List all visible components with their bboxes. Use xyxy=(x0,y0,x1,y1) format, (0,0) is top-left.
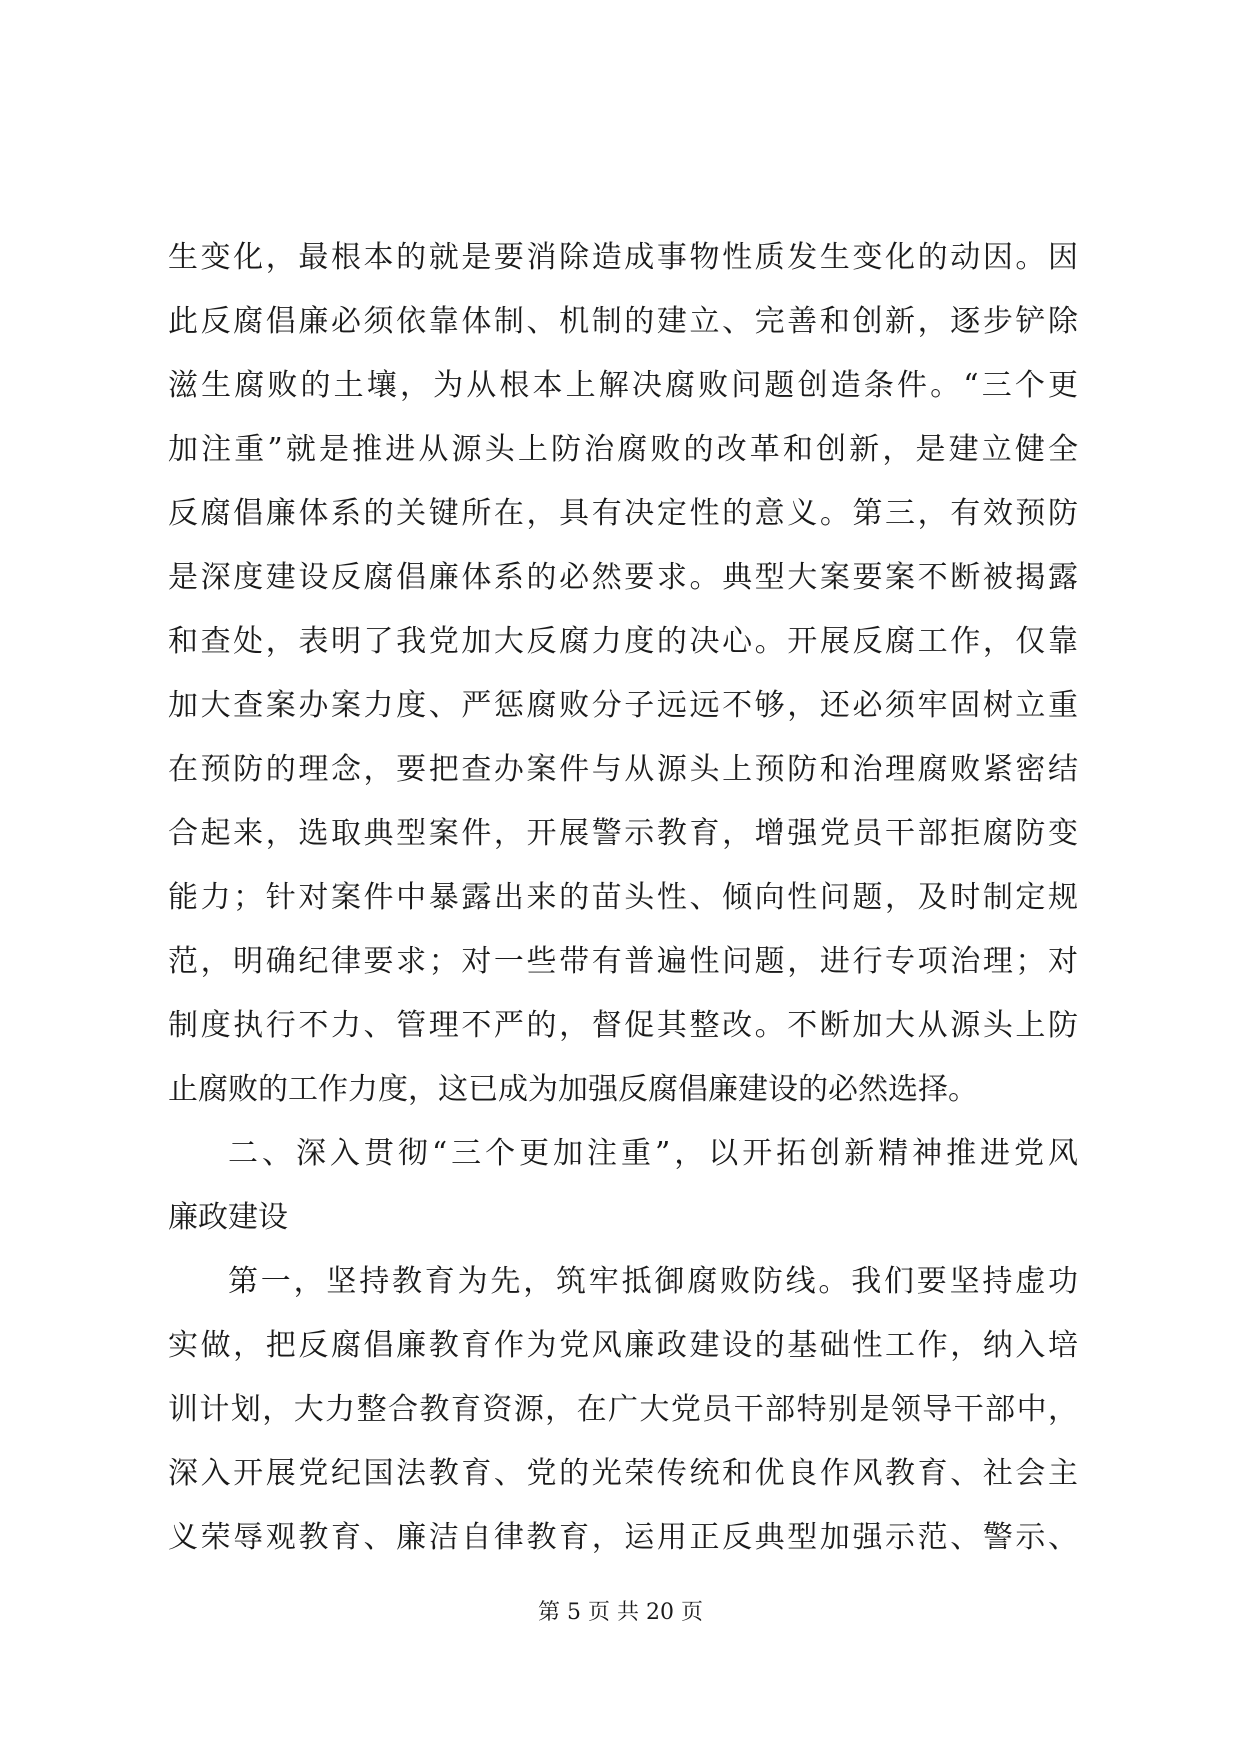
text-line: 制度执行不力、管理不严的，督促其整改。不断加大从源头上防 xyxy=(168,1008,1078,1043)
page-footer: 第 5 页 共 20 页 xyxy=(538,1600,703,1625)
text-line: 止腐败的工作力度，这已成为加强反腐倡廉建设的必然选择。 xyxy=(168,1072,978,1107)
text-line: 和查处，表明了我党加大反腐力度的决心。开展反腐工作，仅靠 xyxy=(168,624,1078,659)
text-line: 滋生腐败的土壤，为从根本上解决腐败问题创造条件。“三个更 xyxy=(168,368,1078,403)
text-line: 加大查案办案力度、严惩腐败分子远远不够，还必须牢固树立重 xyxy=(168,688,1078,723)
text-line: 在预防的理念，要把查办案件与从源头上预防和治理腐败紧密结 xyxy=(168,752,1078,787)
section-heading-line: 二、深入贯彻“三个更加注重”，以开拓创新精神推进党风 xyxy=(228,1136,1078,1171)
text-line: 范，明确纪律要求；对一些带有普遍性问题，进行专项治理；对 xyxy=(168,944,1078,979)
text-line: 实做，把反腐倡廉教育作为党风廉政建设的基础性工作，纳入培 xyxy=(168,1328,1078,1363)
text-line: 训计划，大力整合教育资源，在广大党员干部特别是领导干部中， xyxy=(168,1392,1078,1427)
text-line: 第一，坚持教育为先，筑牢抵御腐败防线。我们要坚持虚功 xyxy=(228,1264,1078,1299)
text-line: 能力；针对案件中暴露出来的苗头性、倾向性问题，及时制定规 xyxy=(168,880,1078,915)
text-line: 义荣辱观教育、廉洁自律教育，运用正反典型加强示范、警示、 xyxy=(168,1520,1078,1555)
section-heading-line: 廉政建设 xyxy=(168,1200,288,1235)
text-line: 是深度建设反腐倡廉体系的必然要求。典型大案要案不断被揭露 xyxy=(168,560,1078,595)
text-line: 深入开展党纪国法教育、党的光荣传统和优良作风教育、社会主 xyxy=(168,1456,1078,1491)
text-line: 加注重”就是推进从源头上防治腐败的改革和创新，是建立健全 xyxy=(168,432,1078,467)
text-line: 合起来，选取典型案件，开展警示教育，增强党员干部拒腐防变 xyxy=(168,816,1078,851)
text-line: 此反腐倡廉必须依靠体制、机制的建立、完善和创新，逐步铲除 xyxy=(168,304,1078,339)
text-line: 反腐倡廉体系的关键所在，具有决定性的意义。第三，有效预防 xyxy=(168,496,1078,531)
text-line: 生变化，最根本的就是要消除造成事物性质发生变化的动因。因 xyxy=(168,240,1078,275)
document-body xyxy=(168,226,1078,1570)
